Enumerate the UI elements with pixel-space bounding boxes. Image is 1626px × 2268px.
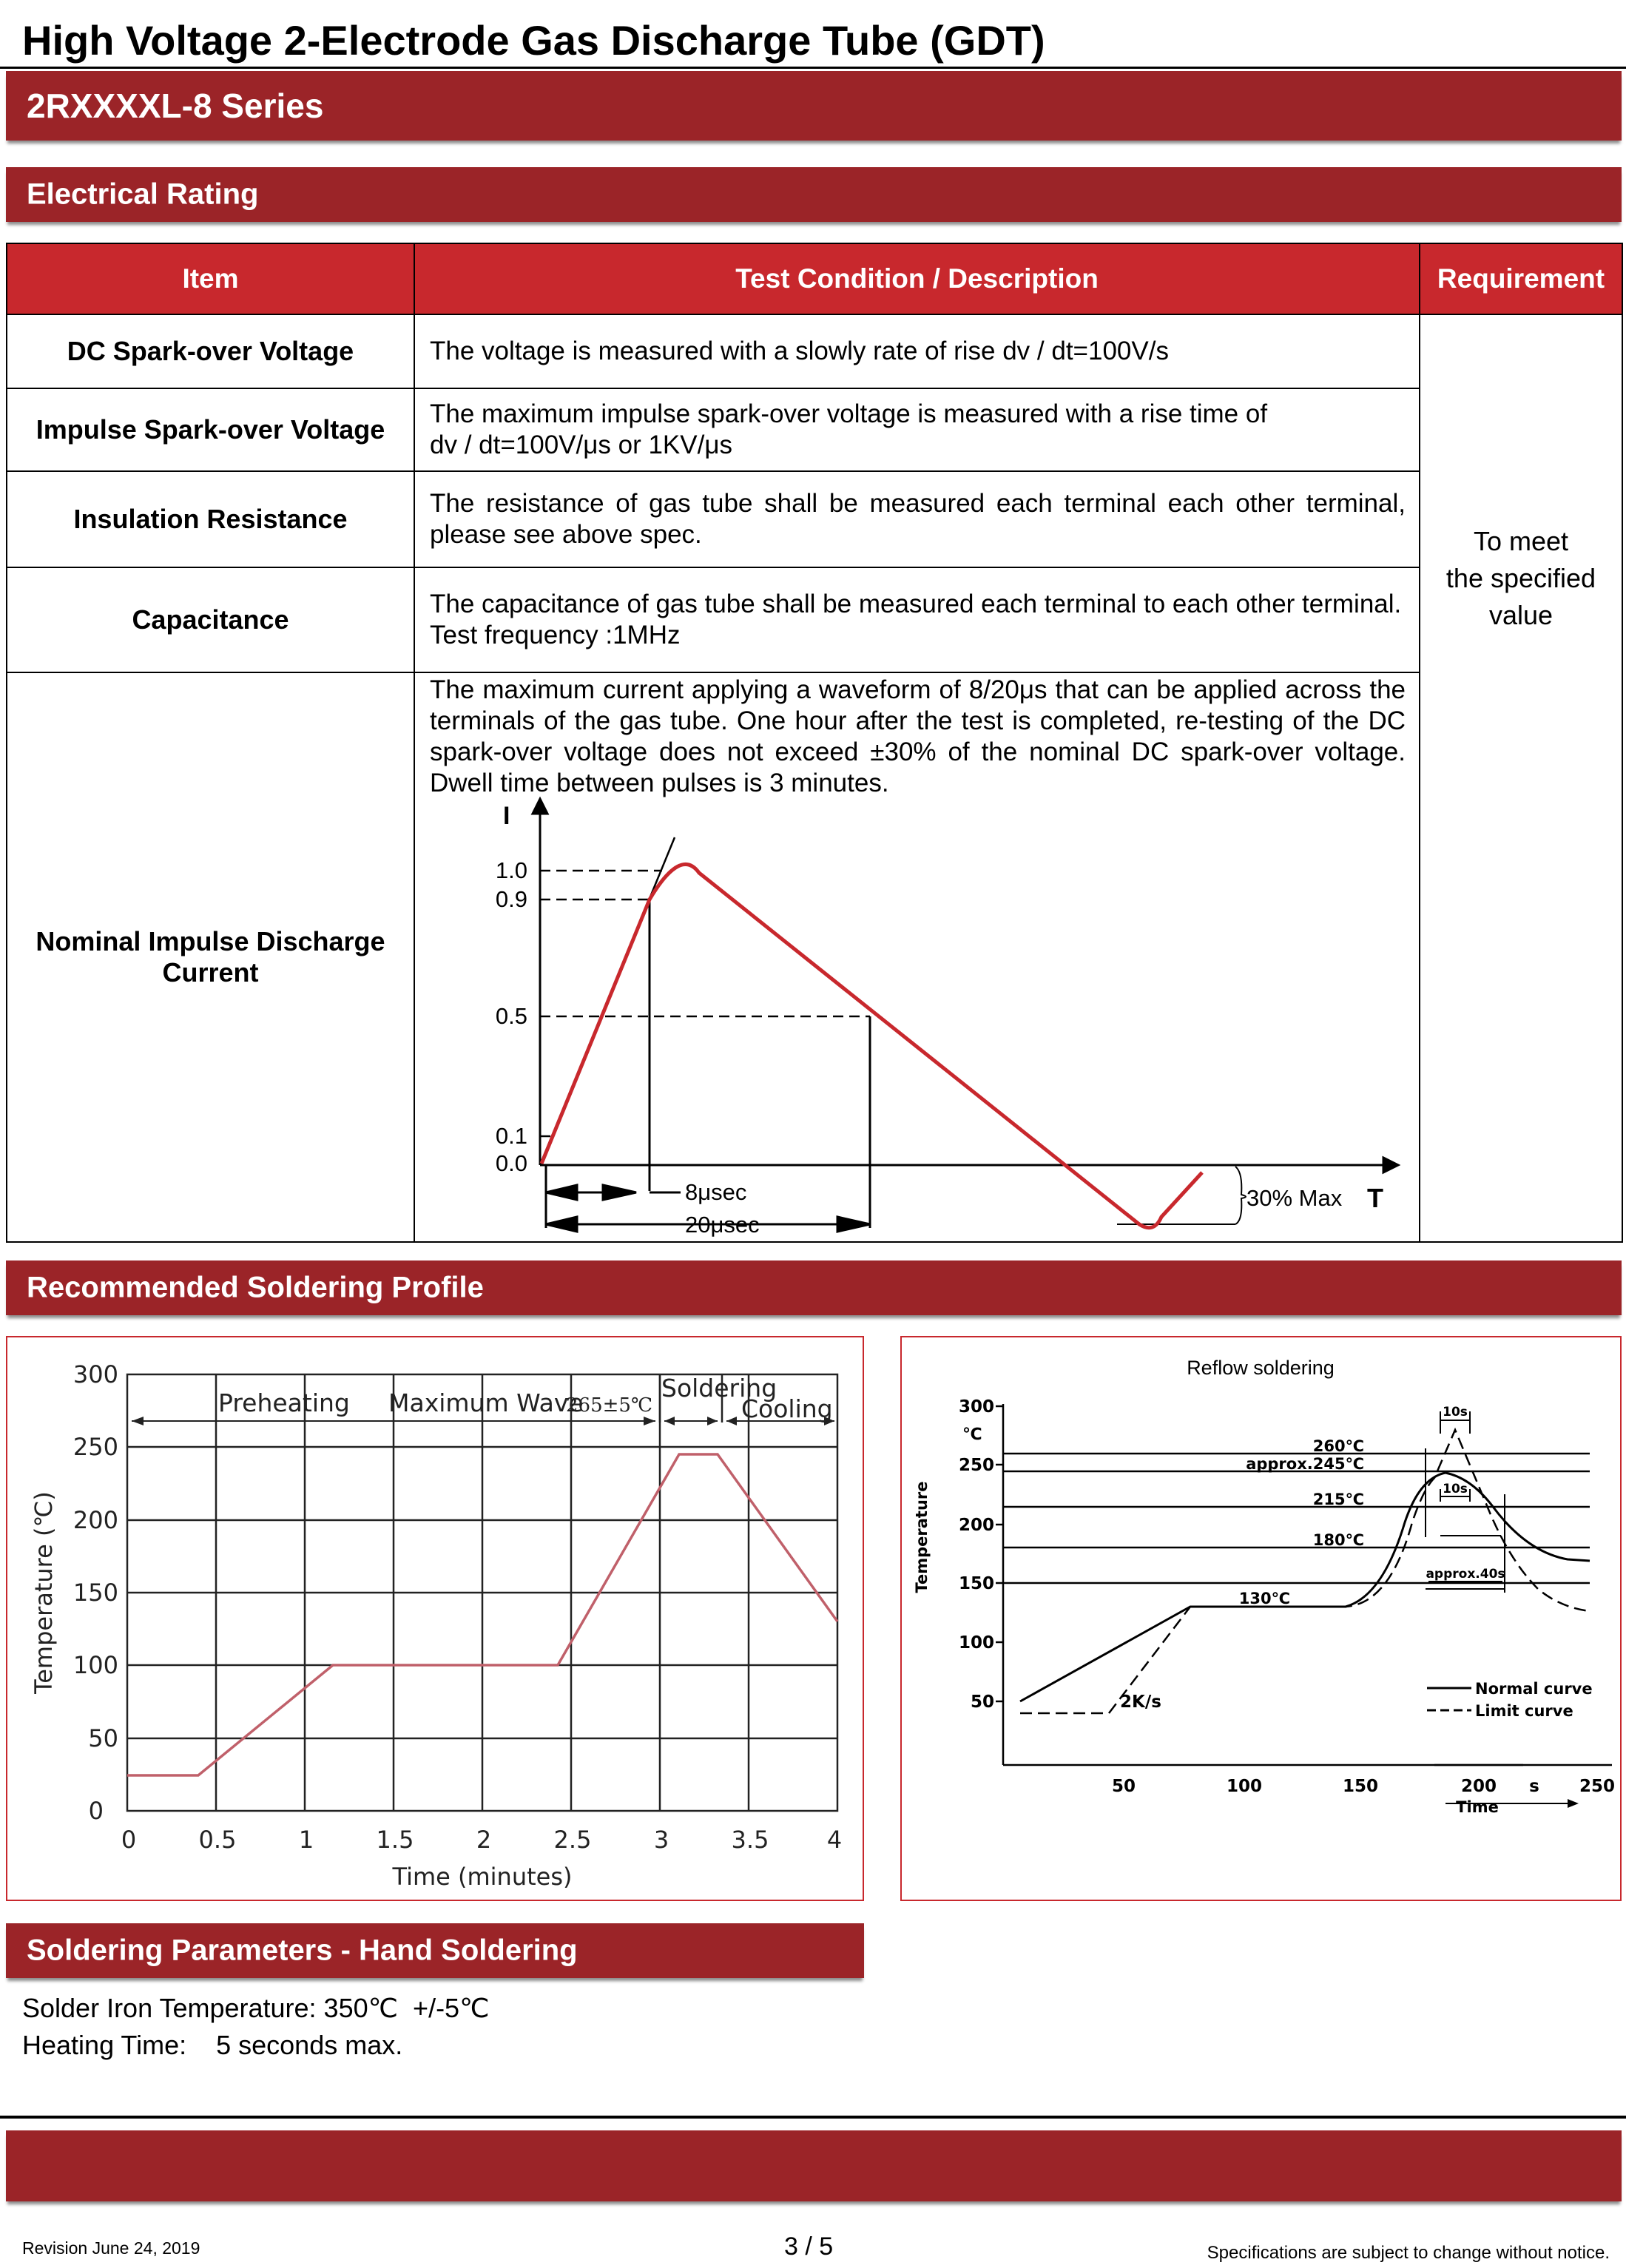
requirement-cell: To meet the specified value [1420, 314, 1622, 1242]
row-item: Impulse Spark-over Voltage [7, 388, 414, 471]
zone-cooling: Cooling [741, 1394, 833, 1423]
y-axis-label: Temperature [913, 1481, 931, 1593]
wave-soldering-chart [6, 1336, 864, 1901]
footer-rule [0, 2116, 1626, 2119]
tick-label: 1 [298, 1826, 314, 1854]
tick-label: 0 [88, 1797, 104, 1825]
change-notice: Specifications are subject to change without notice. [1207, 2243, 1610, 2263]
x-unit: s [1529, 1777, 1539, 1796]
x-axis-label: Time (minutes) [392, 1863, 573, 1891]
tick-label: 250 [1579, 1777, 1616, 1796]
tick-label: 250 [72, 1433, 118, 1461]
row-desc: The voltage is measured with a slowly rate of rise dv / dt=100V/s [414, 314, 1420, 388]
zone-preheating: Preheating [218, 1388, 350, 1417]
y-unit: ℃ [962, 1425, 982, 1444]
header-item: Item [7, 243, 414, 314]
row-item: Capacitance [7, 567, 414, 672]
label-approx-40s: approx.40s [1426, 1567, 1505, 1582]
tick-label: 300 [958, 1397, 994, 1417]
soldering-profile-heading: Recommended Soldering Profile [27, 1271, 484, 1304]
tick-label: 150 [958, 1574, 994, 1593]
tick-label: 300 [72, 1360, 118, 1388]
tick-label: 1.0 [495, 857, 527, 883]
label-10s-top: 10s [1443, 1405, 1468, 1420]
label-245: approx.245℃ [1246, 1455, 1364, 1473]
zone-soldering: Soldering [661, 1374, 777, 1403]
row-desc: The maximum impulse spark-over voltage is measured with a rise time of dv / dt=100V/μs or 1KV/μs [414, 388, 1420, 471]
zone-wave-temp: 265±5℃ [566, 1394, 653, 1417]
waveform-y-label: I [503, 802, 510, 830]
waveform-x-label: T [1367, 1183, 1383, 1213]
reflow-soldering-chart [900, 1336, 1622, 1901]
waveform-diagram [414, 792, 1406, 1240]
header-condition: Test Condition / Description [414, 243, 1420, 314]
tick-label: 3 [653, 1826, 669, 1854]
row-desc: The capacitance of gas tube shall be measured each terminal to each other terminal. Test frequency :1MHz [414, 567, 1420, 672]
footer-band [6, 2130, 1622, 2201]
tick-label: 0.5 [495, 1003, 527, 1029]
tick-label: 150 [1342, 1777, 1379, 1796]
tick-label: 0 [121, 1826, 137, 1854]
label-215: 215℃ [1312, 1491, 1364, 1508]
label-30-max: 30% Max [1247, 1185, 1343, 1211]
label-260: 260℃ [1312, 1437, 1364, 1455]
label-10s-mid: 10s [1443, 1482, 1468, 1496]
reflow-title: Reflow soldering [1187, 1357, 1335, 1379]
label-20us: 20μsec [685, 1212, 760, 1238]
hand-soldering-heading: Soldering Parameters - Hand Soldering [27, 1934, 578, 1967]
legend-normal: Normal curve [1475, 1680, 1593, 1698]
series-band [6, 71, 1622, 141]
tick-label: 2 [476, 1826, 492, 1854]
zone-maximum-wave: Maximum Wave [388, 1388, 584, 1417]
tick-label: 100 [72, 1651, 118, 1679]
label-130: 130℃ [1238, 1590, 1290, 1607]
tick-label: 0.1 [495, 1123, 527, 1149]
row-item: DC Spark-over Voltage [7, 314, 414, 388]
page-title: High Voltage 2-Electrode Gas Discharge Tube (GDT) [22, 17, 1045, 64]
tick-label: 250 [958, 1456, 994, 1475]
tick-label: 0.5 [198, 1826, 237, 1854]
header-requirement: Requirement [1420, 243, 1622, 314]
label-8us: 8μsec [685, 1179, 747, 1205]
tick-label: 50 [88, 1724, 118, 1752]
label-180: 180℃ [1312, 1531, 1364, 1549]
tick-label: 200 [958, 1516, 994, 1535]
series-name: 2RXXXXL-8 Series [27, 87, 324, 125]
tick-label: 4 [826, 1826, 843, 1854]
tick-label: 200 [1460, 1777, 1497, 1796]
hand-soldering-band [6, 1923, 864, 1978]
title-rule [0, 67, 1626, 69]
y-axis-label: Temperature (℃) [30, 1491, 58, 1694]
tick-label: 50 [970, 1692, 994, 1712]
tick-label: 2.5 [553, 1826, 592, 1854]
tick-label: 100 [958, 1633, 994, 1653]
tick-label: 100 [1226, 1777, 1263, 1796]
tick-label: 150 [72, 1579, 118, 1607]
table-row [7, 471, 1622, 567]
tick-label: 200 [72, 1506, 118, 1534]
table-row [7, 388, 1622, 471]
tick-label: 1.5 [376, 1826, 414, 1854]
row-item: Nominal Impulse Discharge Current [7, 672, 414, 1242]
electrical-rating-band [6, 167, 1622, 222]
tick-label: 0.0 [495, 1150, 527, 1176]
label-rate: 2K/s [1120, 1692, 1161, 1712]
page-number: 3 / 5 [784, 2232, 834, 2261]
table-header-row [7, 243, 1622, 314]
tick-label: 50 [1111, 1777, 1136, 1796]
row-desc: The maximum current applying a waveform of 8/20μs that can be applied across the terminals of the gas tube. One hour after the test is completed, re-testing of the DC spark-over voltage does not exceed ±30% of the nominal DC spark-over voltage. Dwell time between pulses is 3 minutes. [414, 672, 1420, 1242]
x-axis-label: Time [1456, 1798, 1499, 1816]
hand-soldering-line-1: Solder Iron Temperature: 350℃ +/-5℃ [22, 1993, 490, 2023]
legend-limit: Limit curve [1475, 1702, 1573, 1720]
revision-date: Revision June 24, 2019 [22, 2238, 200, 2258]
row-desc: The resistance of gas tube shall be measured each terminal each other terminal, please see above spec. [414, 471, 1420, 567]
hand-soldering-line-2: Heating Time: 5 seconds max. [22, 2030, 403, 2060]
table-row [7, 567, 1622, 672]
table-row [7, 314, 1622, 388]
electrical-rating-heading: Electrical Rating [27, 178, 259, 211]
tick-label: 3.5 [731, 1826, 769, 1854]
row-item: Insulation Resistance [7, 471, 414, 567]
soldering-profile-band [6, 1260, 1622, 1315]
tick-label: 0.9 [495, 886, 527, 912]
